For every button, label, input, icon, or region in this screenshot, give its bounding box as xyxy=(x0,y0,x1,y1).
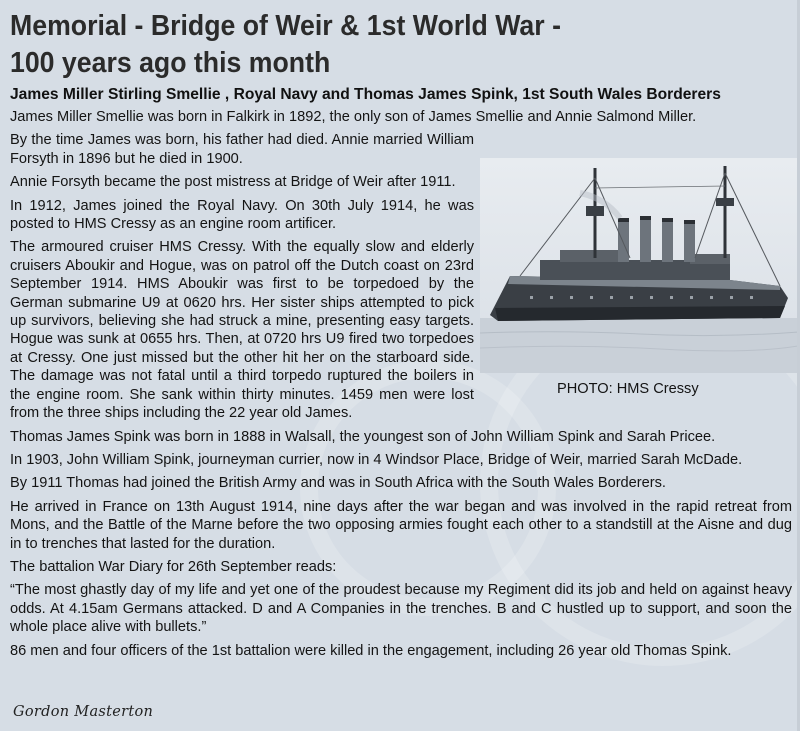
paragraph: 86 men and four officers of the 1st battalion were killed in the engagement, including 26 year old Thomas Spink. xyxy=(10,642,732,659)
paragraph: The battalion War Diary for 26th September reads: xyxy=(10,558,337,575)
paragraph: In 1912, James joined the Royal Navy. On 30th July 1914, he was posted to HMS Cressy as an engine room artificer. xyxy=(10,197,474,233)
author-signature: Gordon Masterton xyxy=(13,704,154,720)
photo-figure xyxy=(480,158,798,411)
paragraph: He arrived in France on 13th August 1914, nine days after the war began and was involved in the rapid retreat from Mons, and the Battle of the Marne before the two opposing armies fought each other to a standstill at the Aisne and dug in to trenches that lasted for the duration. xyxy=(10,498,792,552)
paragraph: “The most ghastly day of my life and yet one of the proudest because my Regiment did its job and held on against heavy odds. At 4.15am Germans attacked. D and A Companies in the trenches. B and C hustled up to support, and soon the whole place alive with bullets.” xyxy=(10,582,792,636)
paragraph: In 1903, John William Spink, journeyman currier, now in 4 Windsor Place, Bridge of Weir, married Sarah McDade. xyxy=(10,451,743,468)
ship-photo xyxy=(480,158,798,373)
article-body xyxy=(10,108,792,665)
subheading: James Miller Stirling Smellie , Royal Navy and Thomas James Spink, 1st South Wales Borderers xyxy=(10,86,721,103)
paragraph: By 1911 Thomas had joined the British Army and was in South Africa with the South Wales Borderers. xyxy=(10,475,666,492)
title-line-1: Memorial - Bridge of Weir & 1st World War - xyxy=(10,10,561,42)
title-line-2: 100 years ago this month xyxy=(10,47,331,79)
paragraph: Annie Forsyth became the post mistress at Bridge of Weir after 1911. xyxy=(10,174,456,191)
photo-caption: PHOTO: HMS Cressy xyxy=(557,381,699,398)
paragraph: The armoured cruiser HMS Cressy. With the equally slow and elderly cruisers Aboukir and Hogue, was on patrol off the Dutch coast on 23rd September 1914. HMS Aboukir was first to be torpedoed by the German submarine U9 at 0620 hrs. Her sister ships attempted to pick up survivors, believing she had struck a mine, presenting easy targets. Hogue was sunk at 0655 hrs. Then, at 0720 hrs U9 fired two torpedoes at Cressy. One just missed but the other hit her on the starboard side. The damage was not fatal until a third torpedo ruptured the boilers in the engine room. She sank within thirty minutes. 1459 men were lost from the three ships including the 22 year old James. xyxy=(10,239,474,422)
paragraph: Thomas James Spink was born in 1888 in Walsall, the youngest son of John William Spink and Sarah Pricee. xyxy=(10,428,716,445)
page-title xyxy=(10,8,562,82)
paragraph: James Miller Smellie was born in Falkirk in 1892, the only son of James Smellie and Annie Salmond Miller. xyxy=(10,109,697,125)
paragraph: By the time James was born, his father had died. Annie married William Forsyth in 1896 but he died in 1900. xyxy=(10,132,474,167)
